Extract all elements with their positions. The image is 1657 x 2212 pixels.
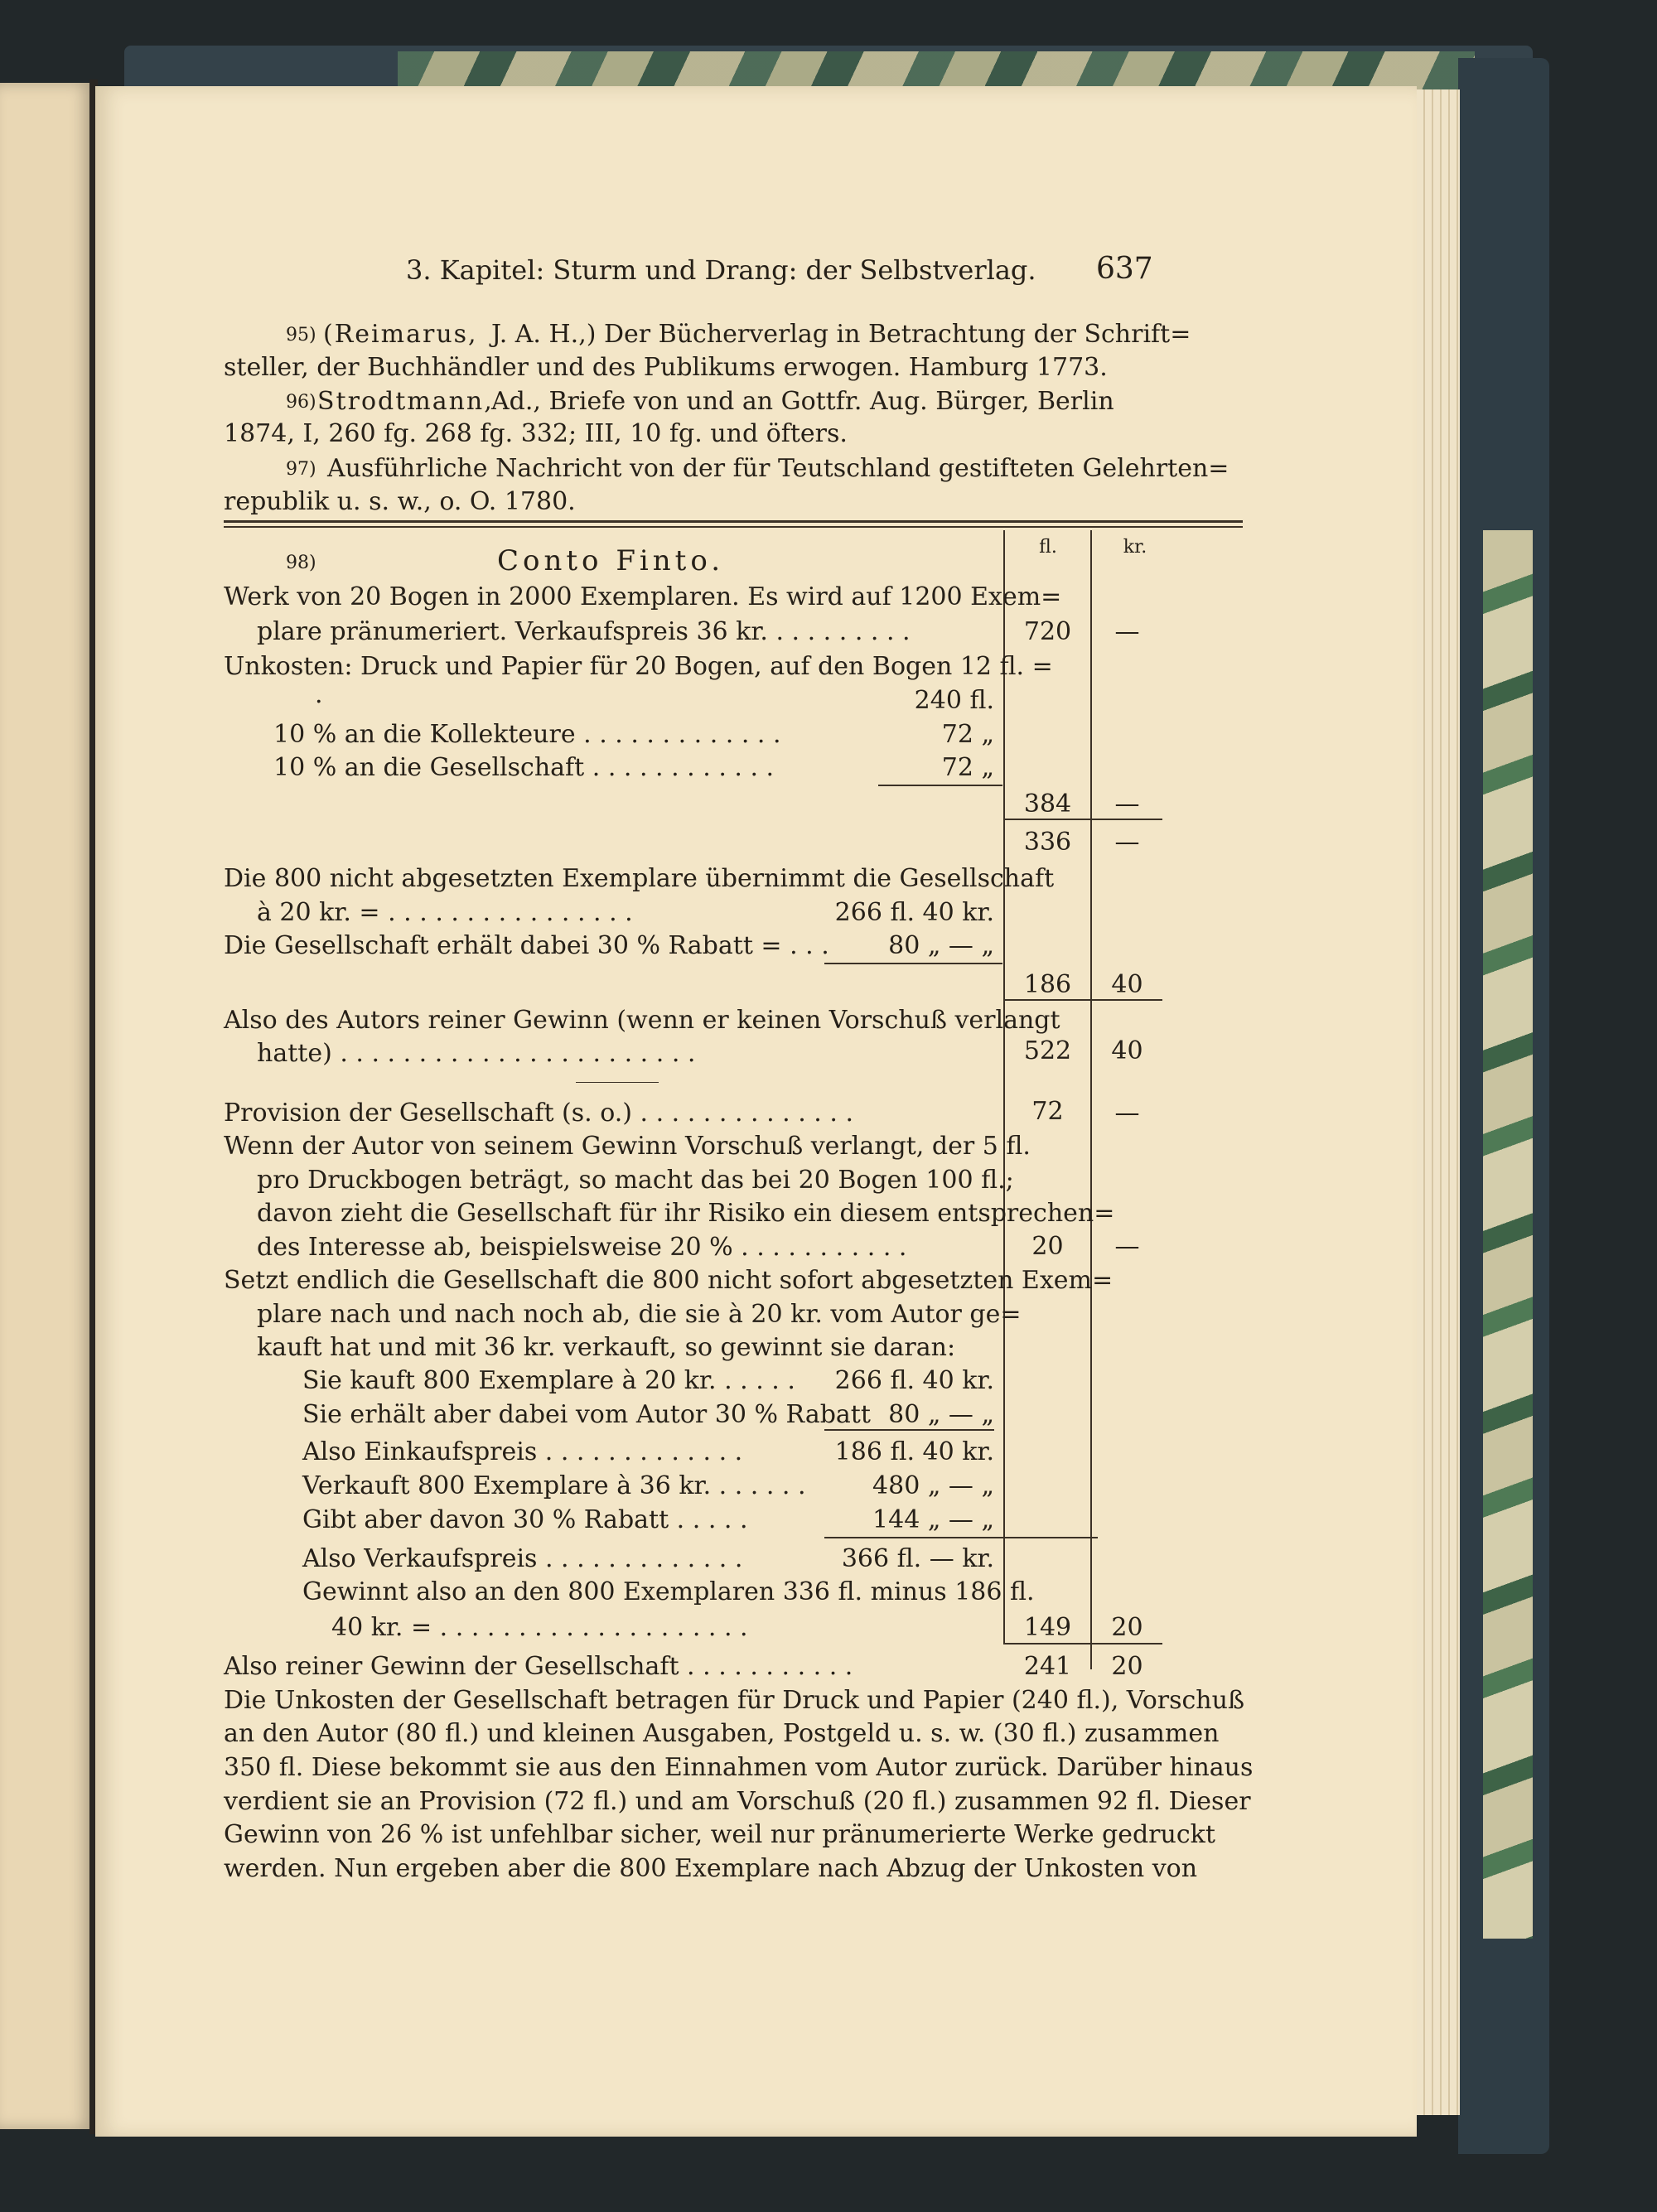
conto-line: Die Gesellschaft erhält dabei 30 % Rabatt = . . . bbox=[224, 931, 829, 960]
conto-line: à 20 kr. = . . . . . . . . . . . . . . . . bbox=[257, 898, 633, 927]
double-rule-top bbox=[224, 520, 1243, 523]
column-divider-kr bbox=[1090, 530, 1092, 1669]
footnote-97-line2: republik u. s. w., o. O. 1780. bbox=[224, 487, 576, 516]
conto-line: kauft hat und mit 36 kr. verkauft, so gewinnt sie daran: bbox=[257, 1333, 956, 1362]
subtotal: 240 fl. bbox=[914, 686, 994, 715]
conto-line: Verkauft 800 Exemplare à 36 kr. . . . . . . bbox=[302, 1471, 806, 1500]
conto-dot: . bbox=[315, 680, 323, 709]
subtotal: 144 „ — „ bbox=[872, 1505, 994, 1534]
conto-line: Sie erhält aber dabei vom Autor 30 % Rabatt bbox=[302, 1400, 871, 1429]
footnote-95-line2: steller, der Buchhändler und des Publikums erwogen. Hamburg 1773. bbox=[224, 353, 1108, 382]
footnote-97-number: 97) bbox=[286, 459, 316, 480]
section-divider bbox=[576, 1082, 659, 1083]
sum-rule bbox=[1005, 999, 1162, 1001]
page-number: 637 bbox=[1096, 252, 1153, 286]
conto-line: pro Druckbogen beträgt, so macht das bei 20 Bogen 100 fl.; bbox=[257, 1166, 1014, 1195]
amount-fl: 522 bbox=[1023, 1036, 1072, 1065]
footnote-96-author: Strodtmann, bbox=[317, 387, 494, 416]
amount-fl: 336 bbox=[1023, 828, 1072, 857]
conto-line: 10 % an die Gesellschaft . . . . . . . . . . . . bbox=[273, 753, 775, 782]
amount-kr: — bbox=[1114, 1099, 1140, 1128]
conto-line: Also Einkaufspreis . . . . . . . . . . . . . bbox=[302, 1437, 743, 1466]
footnote-97-text: Ausführliche Nachricht von der für Teutschland gestifteten Gelehrten= bbox=[327, 454, 1229, 483]
footnote-95-number: 95) bbox=[286, 325, 316, 345]
amount-kr: — bbox=[1114, 1232, 1140, 1261]
footnote-96-number: 96) bbox=[286, 392, 316, 413]
conto-line: des Interesse ab, beispielsweise 20 % . . . . . . . . . . . bbox=[257, 1233, 907, 1262]
footnote-96-line2: 1874, I, 260 fg. 268 fg. 332; III, 10 fg. und öfters. bbox=[224, 419, 848, 448]
footnote-95-author: (Reimarus, bbox=[323, 320, 478, 349]
conto-line: Also Verkaufspreis . . . . . . . . . . . . . bbox=[302, 1544, 743, 1573]
paragraph-line: verdient sie an Provision (72 fl.) und am Vorschuß (20 fl.) zusammen 92 fl. Dieser bbox=[224, 1787, 1251, 1816]
conto-line: Wenn der Autor von seinem Gewinn Vorschuß verlangt, der 5 fl. bbox=[224, 1132, 1031, 1161]
amount-kr: — bbox=[1114, 790, 1140, 819]
paragraph-line: Gewinn von 26 % ist unfehlbar sicher, weil nur pränumerierte Werke gedruckt bbox=[224, 1820, 1215, 1849]
sum-rule bbox=[824, 1429, 994, 1431]
paragraph-line: 350 fl. Diese bekommt sie aus den Einnahmen vom Autor zurück. Darüber hinaus bbox=[224, 1753, 1254, 1782]
sum-rule bbox=[824, 963, 1002, 964]
subtotal: 266 fl. 40 kr. bbox=[834, 1366, 994, 1395]
subtotal: 80 „ — „ bbox=[888, 1400, 994, 1429]
subtotal: 366 fl. — kr. bbox=[841, 1544, 994, 1573]
conto-line: Also des Autors reiner Gewinn (wenn er keinen Vorschuß verlangt bbox=[224, 1006, 1060, 1035]
amount-fl: 20 bbox=[1031, 1232, 1064, 1261]
conto-line: plare pränumeriert. Verkaufspreis 36 kr. . . . . . . . . . bbox=[257, 617, 911, 646]
double-rule-bottom bbox=[224, 526, 1243, 528]
amount-fl: 72 bbox=[1031, 1097, 1064, 1126]
amount-fl: 186 bbox=[1023, 970, 1072, 999]
conto-line: Gewinnt also an den 800 Exemplaren 336 fl. minus 186 fl. bbox=[302, 1577, 1035, 1606]
left-page bbox=[0, 83, 93, 2129]
subtotal: 72 „ bbox=[941, 720, 994, 749]
conto-line: davon zieht die Gesellschaft für ihr Risiko ein diesem entsprechen= bbox=[257, 1199, 1115, 1228]
footnote-96-text: Ad., Briefe von und an Gottfr. Aug. Bürger, Berlin bbox=[491, 387, 1114, 416]
amount-kr: 20 bbox=[1111, 1613, 1143, 1642]
subtotal: 72 „ bbox=[941, 753, 994, 782]
conto-line: Die 800 nicht abgesetzten Exemplare übernimmt die Gesellschaft bbox=[224, 864, 1055, 893]
paragraph-line: an den Autor (80 fl.) und kleinen Ausgaben, Postgeld u. s. w. (30 fl.) zusammen bbox=[224, 1719, 1220, 1748]
amount-kr: 40 bbox=[1111, 1036, 1143, 1065]
conto-line: 10 % an die Kollekteure . . . . . . . . . . . . . bbox=[273, 720, 781, 749]
conto-line: Also reiner Gewinn der Gesellschaft . . . . . . . . . . . bbox=[224, 1652, 853, 1681]
subtotal: 266 fl. 40 kr. bbox=[834, 898, 994, 927]
conto-line: Unkosten: Druck und Papier für 20 Bogen, auf den Bogen 12 fl. = bbox=[224, 652, 1053, 681]
sum-rule bbox=[1005, 819, 1162, 820]
conto-line: plare nach und nach noch ab, die sie à 20 kr. vom Autor ge= bbox=[257, 1300, 1022, 1329]
subtotal: 480 „ — „ bbox=[872, 1471, 994, 1500]
sum-rule bbox=[824, 1537, 1098, 1538]
book-page bbox=[95, 86, 1417, 2137]
conto-title: Conto Finto. bbox=[497, 544, 725, 577]
conto-line: 40 kr. = . . . . . . . . . . . . . . . . . . . . bbox=[331, 1613, 748, 1642]
conto-number: 98) bbox=[286, 553, 316, 573]
column-divider-fl bbox=[1003, 530, 1005, 1645]
column-header-kr: kr. bbox=[1123, 537, 1147, 558]
amount-kr: 20 bbox=[1111, 1652, 1143, 1681]
amount-fl: 720 bbox=[1023, 617, 1072, 646]
footnote-95-text: J. A. H.,) Der Bücherverlag in Betrachtung der Schrift= bbox=[491, 320, 1191, 349]
paragraph-line: werden. Nun ergeben aber die 800 Exemplare nach Abzug der Unkosten von bbox=[224, 1854, 1198, 1883]
paragraph-line: Die Unkosten der Gesellschaft betragen für Druck und Papier (240 fl.), Vorschuß bbox=[224, 1686, 1244, 1715]
amount-kr: — bbox=[1114, 828, 1140, 857]
subtotal: 80 „ — „ bbox=[888, 931, 994, 960]
sum-rule bbox=[878, 785, 1002, 786]
sum-rule bbox=[1005, 1643, 1162, 1645]
amount-kr: 40 bbox=[1111, 970, 1143, 999]
conto-line: Gibt aber davon 30 % Rabatt . . . . . bbox=[302, 1505, 748, 1534]
running-header: 3. Kapitel: Sturm und Drang: der Selbstverlag. bbox=[406, 254, 1036, 286]
amount-fl: 241 bbox=[1023, 1652, 1072, 1681]
conto-line: Provision der Gesellschaft (s. o.) . . . . . . . . . . . . . . bbox=[224, 1099, 853, 1128]
marbled-edge-right bbox=[1483, 530, 1533, 1939]
conto-line: Sie kauft 800 Exemplare à 20 kr. . . . . . bbox=[302, 1366, 795, 1395]
column-header-fl: fl. bbox=[1039, 537, 1057, 558]
amount-fl: 149 bbox=[1023, 1613, 1072, 1642]
conto-line: hatte) . . . . . . . . . . . . . . . . . . . . . . . bbox=[257, 1039, 696, 1068]
amount-kr: — bbox=[1114, 617, 1140, 646]
conto-line: Werk von 20 Bogen in 2000 Exemplaren. Es wird auf 1200 Exem= bbox=[224, 582, 1062, 611]
amount-fl: 384 bbox=[1023, 790, 1072, 819]
marbled-edge-top bbox=[398, 51, 1475, 91]
subtotal: 186 fl. 40 kr. bbox=[834, 1437, 994, 1466]
conto-line: Setzt endlich die Gesellschaft die 800 nicht sofort abgesetzten Exem= bbox=[224, 1266, 1114, 1295]
